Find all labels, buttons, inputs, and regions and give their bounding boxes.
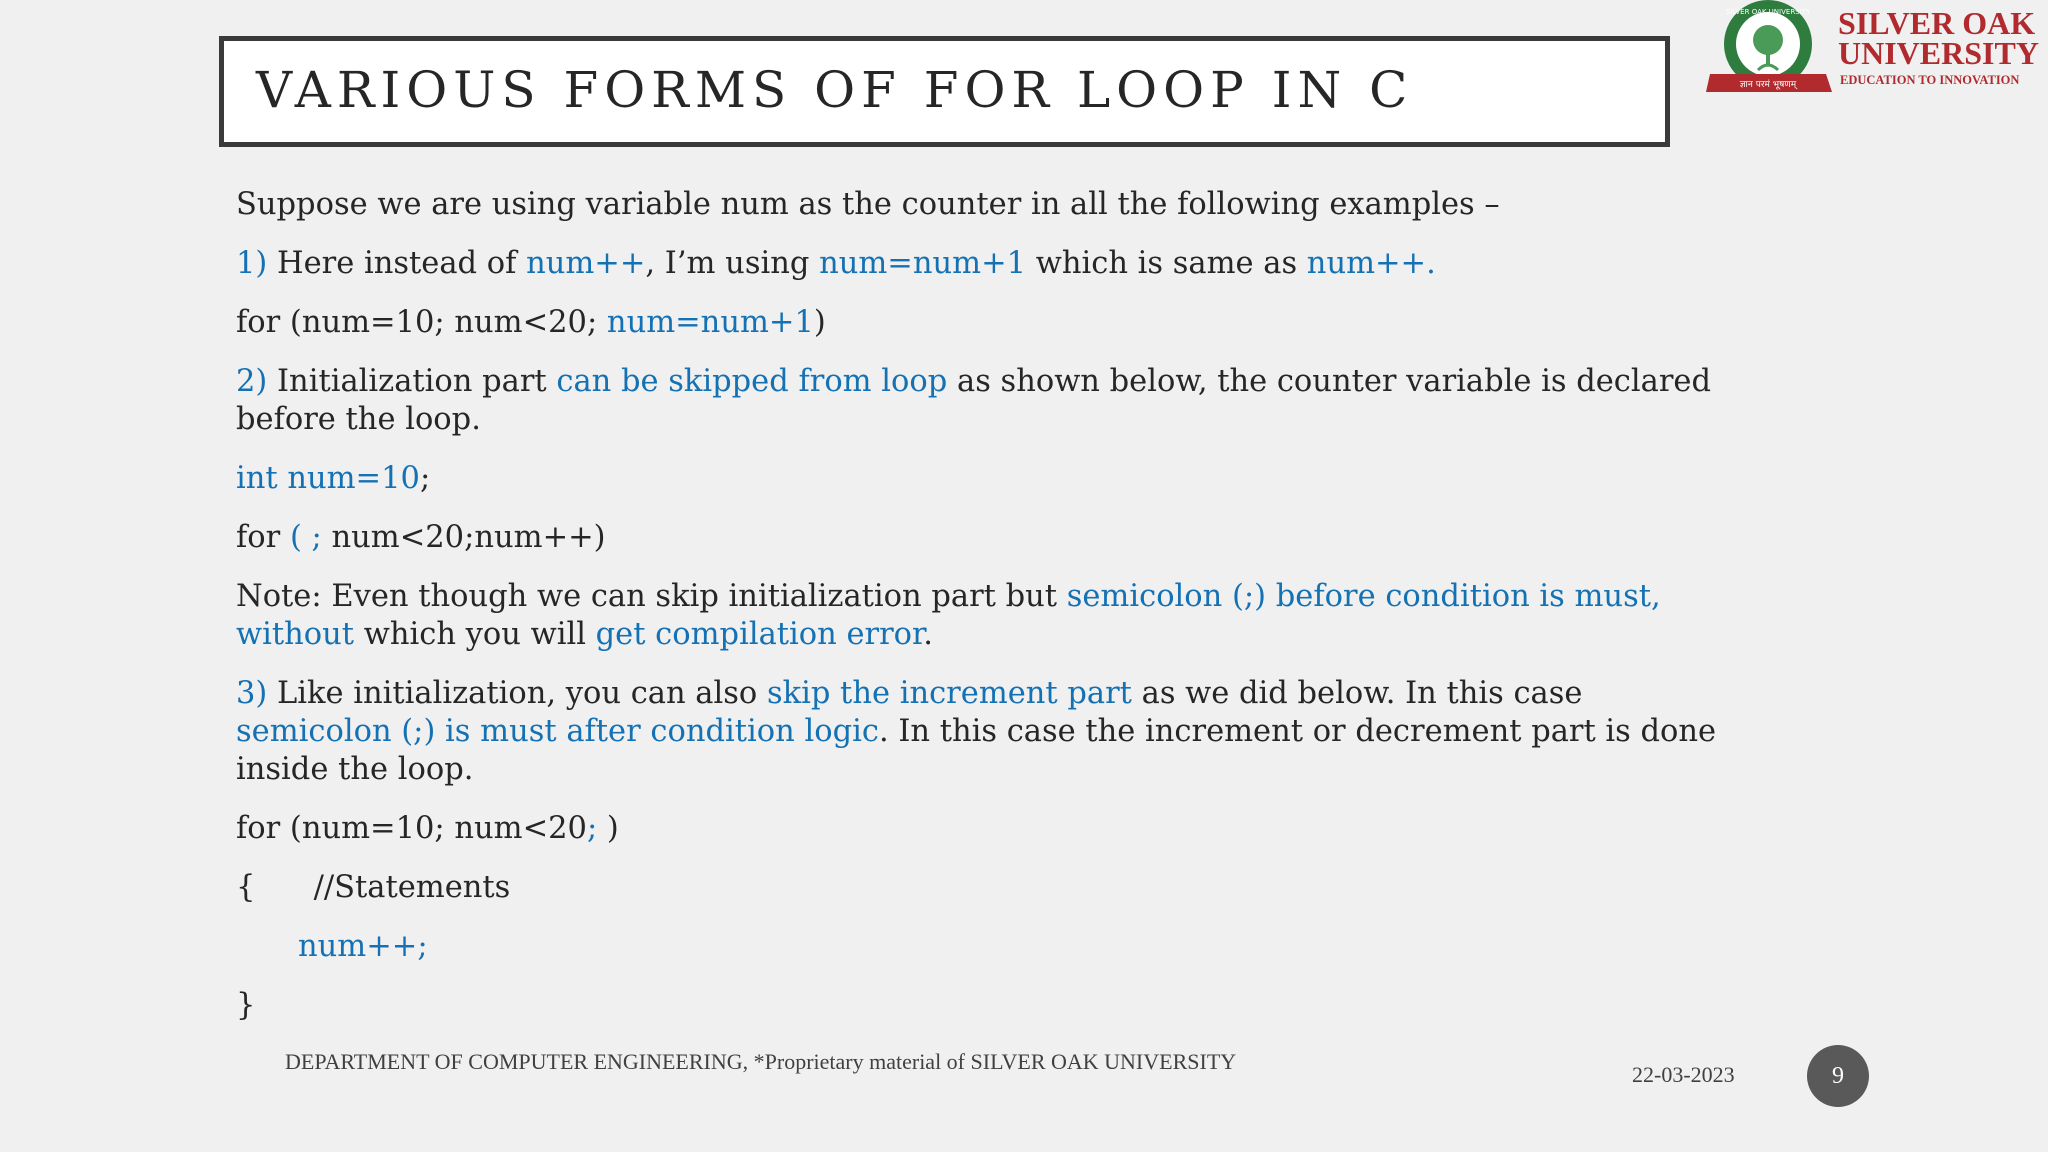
code-example-1: for (num=10; num<20; num=num+1) [236, 305, 826, 340]
intro-paragraph: Suppose we are using variable num as the counter in all the following examples – [236, 187, 1500, 222]
seal-ring-text: SILVER OAK UNIVERSITY [1725, 8, 1811, 16]
code-example-3d: } [236, 988, 256, 1023]
slide-body [236, 186, 1736, 1046]
code-example-2b: for ( ; num<20;num++) [236, 520, 606, 555]
code-example-3c: num++; [298, 929, 428, 964]
slide-title-box [219, 36, 1670, 147]
logo-tagline: EDUCATION TO INNOVATION [1840, 73, 2020, 87]
code-example-3a: for (num=10; num<20; ) [236, 811, 619, 846]
logo-name-line1: SILVER OAK [1838, 5, 2036, 41]
note-paragraph: Note: Even though we can skip initialization part but semicolon (;) before condition is must, without which you will get compilation error. [236, 579, 1661, 652]
code-example-3b: { //Statements [236, 870, 511, 905]
university-seal-icon [1706, 0, 1836, 100]
page-number: 9 [1807, 1045, 1869, 1107]
point-1: 1) Here instead of num++, I’m using num=num+1 which is same as num++. [236, 246, 1436, 281]
logo-name-line2: UNIVERSITY [1838, 35, 2039, 71]
footer-department: DEPARTMENT OF COMPUTER ENGINEERING, *Proprietary material of SILVER OAK UNIVERSITY [285, 1049, 1237, 1074]
footer-date: 22-03-2023 [1632, 1062, 1735, 1087]
code-example-2a: int num=10; [236, 461, 431, 496]
point-3: 3) Like initialization, you can also skip the increment part as we did below. In this case semicolon (;) is must after condition logic. In this case the increment or decrement part is done inside the loop. [236, 676, 1717, 787]
point-2: 2) Initialization part can be skipped from loop as shown below, the counter variable is declared before the loop. [236, 364, 1711, 437]
slide-title: VARIOUS FORMS OF FOR LOOP IN C [256, 61, 1414, 119]
university-logo [1706, 0, 2048, 100]
seal-ribbon-text: ज्ञान परमं भूषणम् [1739, 80, 1797, 90]
